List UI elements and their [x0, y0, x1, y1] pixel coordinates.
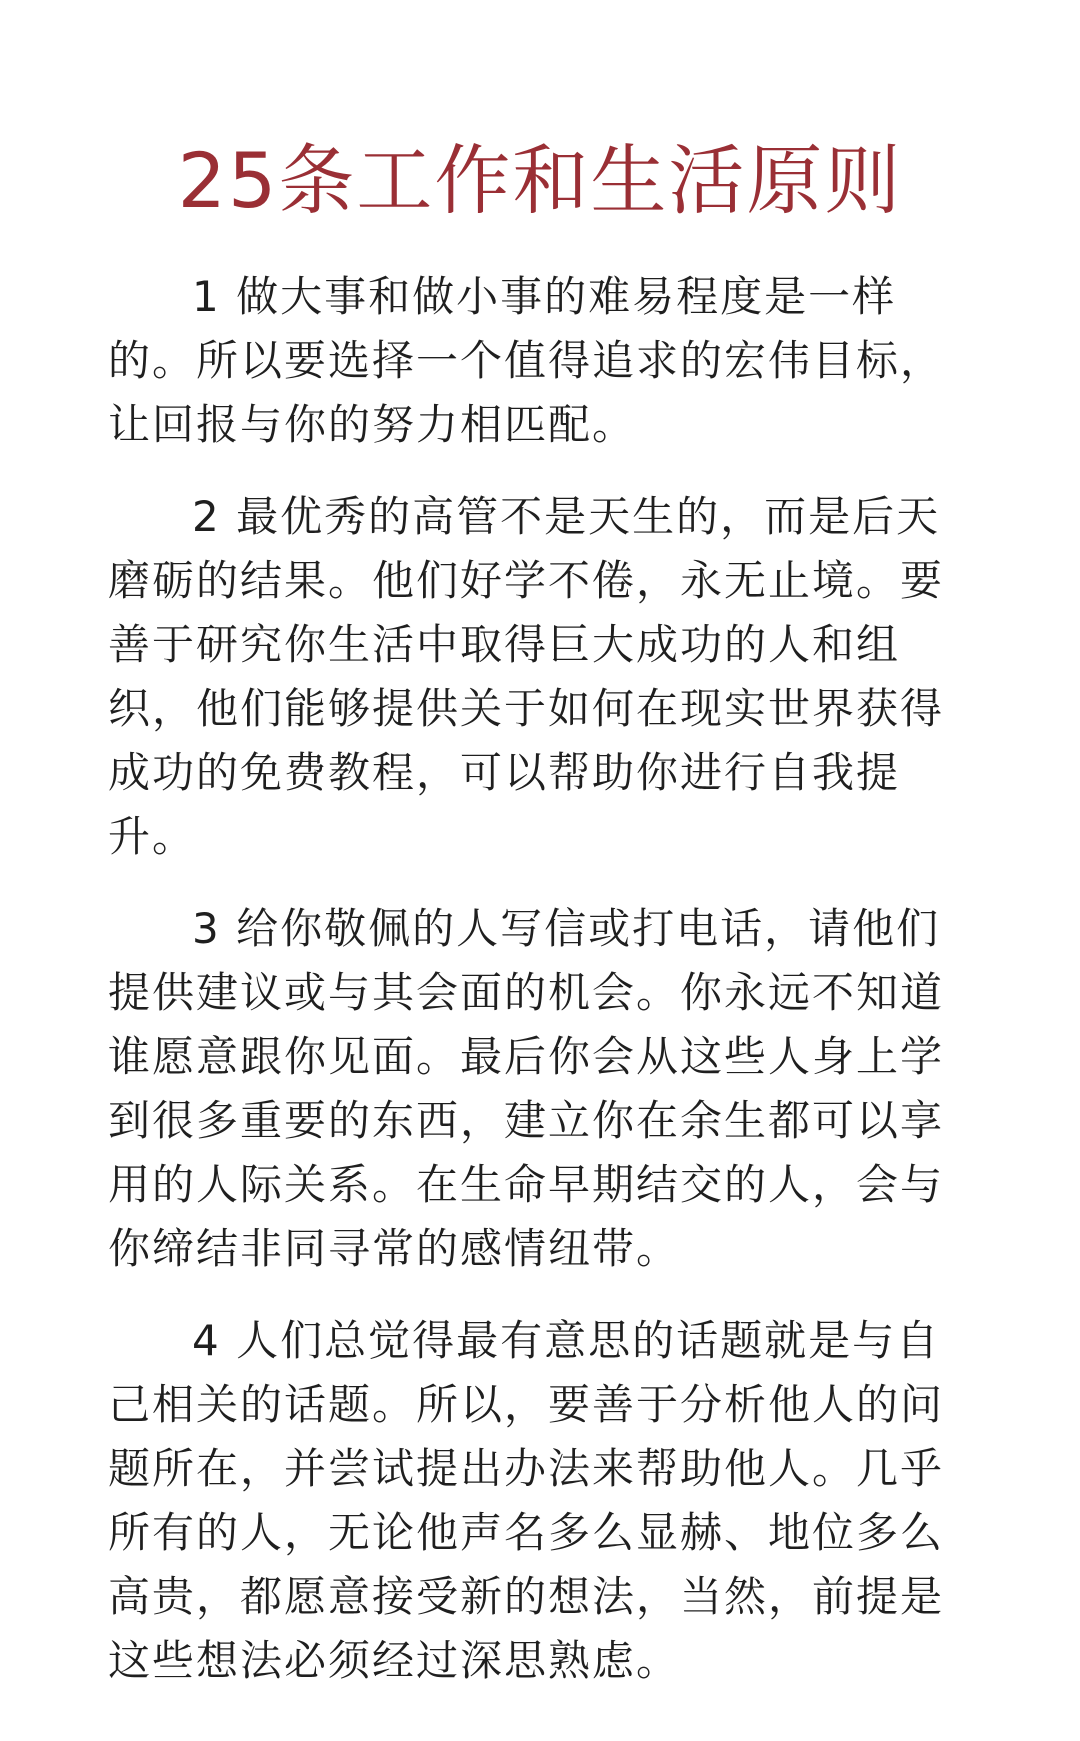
- principle-paragraph-4: 4 人们总觉得最有意思的话题就是与自己相关的话题。所以，要善于分析他人的问题所在，并尝试提出办法来帮助他人。几乎所有的人，无论他声名多么显赫、地位多么高贵，都愿意接受新的想法，当然，前提是这些想法必须经过深思熟虑。: [108, 1316, 945, 1685]
- principle-paragraph-3: 3 给你敬佩的人写信或打电话，请他们提供建议或与其会面的机会。你永远不知道谁愿意跟你见面。最后你会从这些人身上学到很多重要的东西，建立你在余生都可以享用的人际关系。在生命早期结交的人，会与你缔结非同寻常的感情纽带。: [108, 904, 945, 1273]
- principle-paragraph-2: 2 最优秀的高管不是天生的，而是后天磨砺的结果。他们好学不倦，永无止境。要善于研究你生活中取得巨大成功的人和组织，他们能够提供关于如何在现实世界获得成功的免费教程，可以帮助你进行自我提升。: [108, 492, 945, 861]
- article-body: [108, 265, 978, 1721]
- page-title: 25条工作和生活原则: [177, 135, 903, 225]
- principle-paragraph-1: 1 做大事和做小事的难易程度是一样的。所以要选择一个值得追求的宏伟目标，让回报与你的努力相匹配。: [108, 272, 945, 449]
